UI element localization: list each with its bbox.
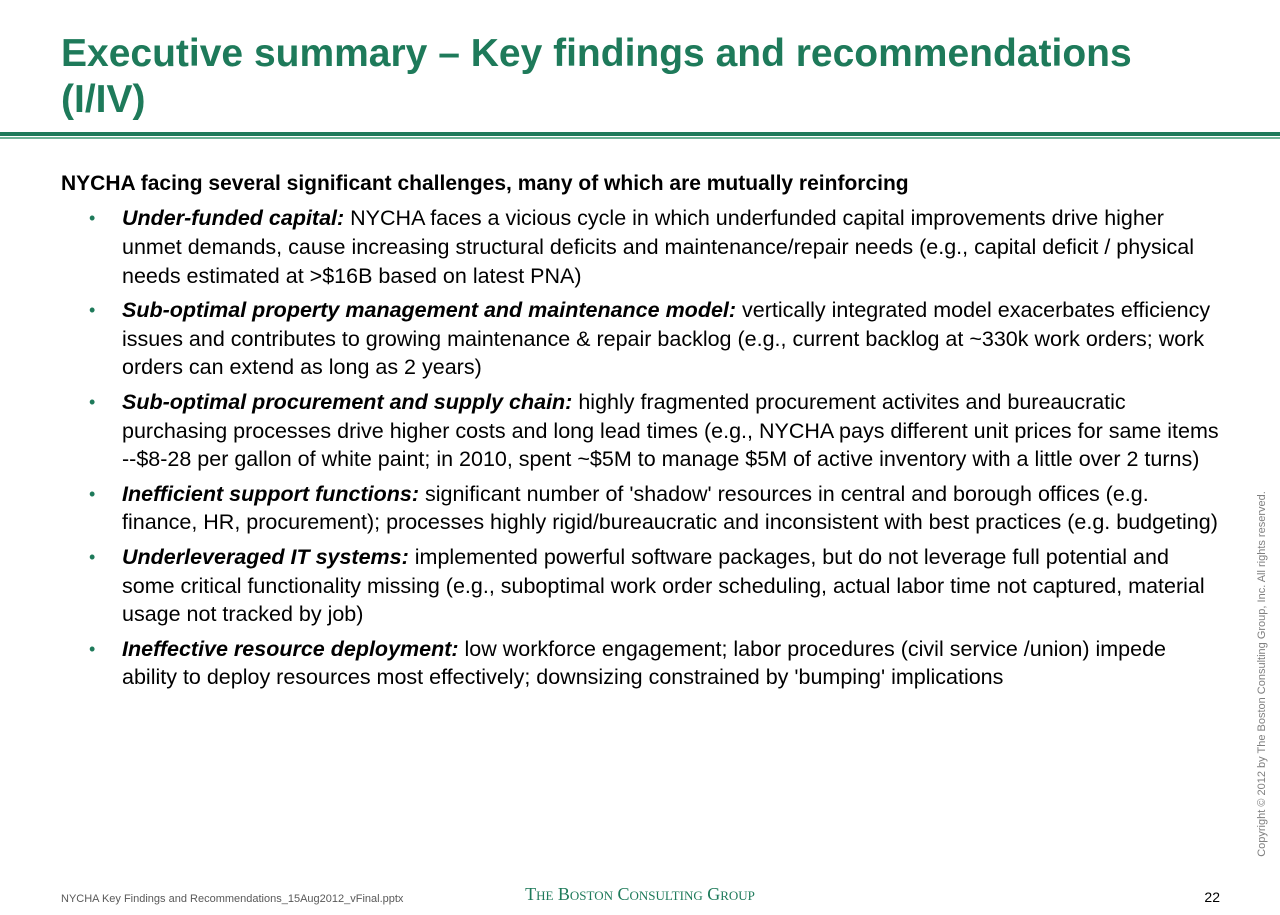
copyright-notice: Copyright © 2012 by The Boston Consulting Group, Inc. All rights reserved. [1256, 491, 1268, 857]
bullet-icon: • [89, 299, 96, 320]
finding-item [61, 388, 1226, 474]
finding-label: Under-funded capital: [122, 206, 345, 230]
bullet-icon: • [89, 638, 96, 659]
finding-item [61, 296, 1226, 382]
bcg-logo-text: The Boston Consulting Group [525, 884, 755, 904]
finding-item [61, 204, 1226, 290]
finding-text: highly fragmented procurement activites and bureaucratic purchasing processes drive higher costs and long lead times (e.g., NYCHA pays different unit prices for same items --$8-28 per gallon of white paint; in 2010, spent ~$5M to manage $5M of active inventory with a little over 2 turns) [122, 389, 1219, 472]
finding-label: Underleveraged IT systems: [122, 544, 409, 569]
finding-text: implemented powerful software packages, but do not leverage full potential and some critical functionality missing (e.g., suboptimal work order scheduling, actual labor time not captured, material usage not tracked by job) [122, 544, 1205, 627]
bullet-icon: • [89, 546, 96, 567]
bullet-icon: • [89, 391, 96, 412]
finding-text: NYCHA faces a vicious cycle in which underfunded capital improvements drive higher unmet demands, cause increasing structural deficits and maintenance/repair needs (e.g., capital deficit / physical needs estimated at >$16B based on latest PNA) [122, 206, 1194, 288]
finding-text: vertically integrated model exacerbates efficiency issues and contributes to growing maintenance & repair backlog (e.g., current backlog at ~330k work orders; work orders can extend as long as 2 years) [122, 297, 1211, 380]
slide-body [61, 170, 1226, 698]
bullet-icon: • [89, 483, 96, 504]
finding-label: Inefficient support functions: [122, 481, 420, 506]
finding-item [61, 480, 1226, 538]
finding-text: significant number of 'shadow' resources in central and borough offices (e.g. finance, HR, procurement); processes highly rigid/bureaucratic and inconsistent with best practices (e.g. budgeting) [122, 481, 1218, 535]
finding-label: Ineffective resource deployment: [122, 636, 459, 661]
title-underline [0, 132, 1280, 136]
finding-label: Sub-optimal property management and maintenance model: [122, 297, 737, 322]
footer-file-name: NYCHA Key Findings and Recommendations_15Aug2012_vFinal.pptx [61, 893, 404, 905]
slide-title: Executive summary – Key findings and recommendations (I/IV) [61, 32, 1132, 121]
finding-label: Sub-optimal procurement and supply chain: [122, 389, 573, 414]
finding-item [61, 543, 1226, 629]
finding-text: low workforce engagement; labor procedures (civil service /union) impede ability to deploy resources most effectively; downsizing constrained by 'bumping' implications [122, 636, 1166, 690]
page-number: 22 [1204, 889, 1220, 905]
intro-heading: NYCHA facing several significant challenges, many of which are mutually reinforcing [61, 172, 909, 195]
bcg-logo [0, 884, 1280, 905]
bullet-icon: • [89, 208, 96, 228]
title-underline-accent [0, 137, 1280, 139]
findings-list [61, 204, 1226, 692]
finding-item [61, 635, 1226, 693]
